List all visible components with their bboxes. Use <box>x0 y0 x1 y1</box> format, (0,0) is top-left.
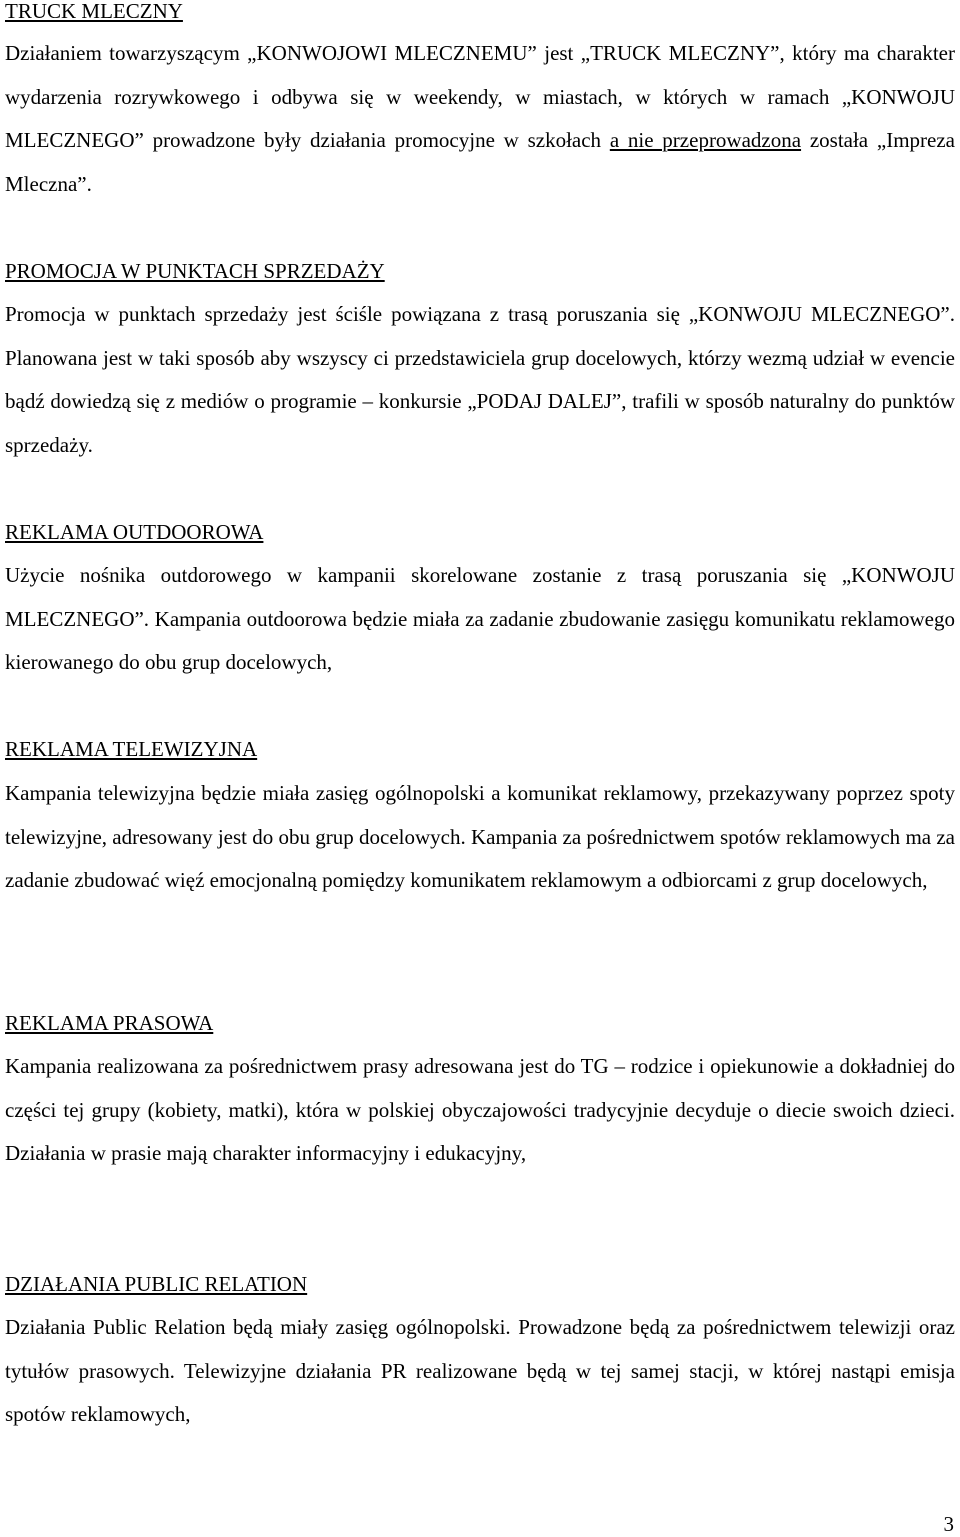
section-text-reklama-outdoorowa: Użycie nośnika outdorowego w kampanii skorelowane zostanie z trasą poruszania się „KONWOJU MLECZNEGO”. Kampania outdoorowa będzie miała za zadanie zbudowanie zasięgu komunikatu reklamowego kierowanego do obu grup docelowych, <box>5 563 955 674</box>
text-segment: Działaniem towarzyszącym „KONWOJOWI MLECZNEMU” jest „TRUCK MLECZNY”, który ma charakter wydarzenia rozrywkowego i odbywa się w weekendy, w miastach, w których w ramach „KONWOJU MLECZNEGO” prowadzone były działania promocyjne w szkołach <box>5 41 955 152</box>
section-heading-truck-mleczny: TRUCK MLECZNY <box>5 0 183 23</box>
section-text-public-relation: Działania Public Relation będą miały zasięg ogólnopolski. Prowadzone będą za pośrednictwem telewizji oraz tytułów prasowych. Telewizyjne działania PR realizowane będą w tej samej stacji, w której nastąpi emisja spotów reklamowych, <box>5 1315 955 1426</box>
section-heading-reklama-prasowa: REKLAMA PRASOWA <box>5 1011 214 1035</box>
section-text-reklama-telewizyjna: Kampania telewizyjna będzie miała zasięg ogólnopolski a komunikat reklamowy, przekazywany poprzez spoty telewizyjne, adresowany jest do obu grup docelowych. Kampania za pośrednictwem spotów reklamowych ma za zadanie zbudować więź emocjonalną pomiędzy komunikatem reklamowym a odbiorcami z grup docelowych, <box>5 781 955 892</box>
section-heading-promocja: PROMOCJA W PUNKTACH SPRZEDAŻY <box>5 259 385 283</box>
text-segment: została „Impreza Mleczna”. <box>5 128 955 196</box>
section-heading-reklama-telewizyjna: REKLAMA TELEWIZYJNA <box>5 737 258 761</box>
section-heading-reklama-outdoorowa: REKLAMA OUTDOOROWA <box>5 520 264 544</box>
underlined-text-segment: a nie przeprowadzona <box>609 128 802 152</box>
section-text-truck-mleczny <box>5 32 955 206</box>
section-text-reklama-prasowa: Kampania realizowana za pośrednictwem prasy adresowana jest do TG – rodzice i opiekunowie a dokładniej do części tej grupy (kobiety, matki), która w polskiej obyczajowości tradycyjnie decyduje o diecie swoich dzieci. Działania w prasie mają charakter informacyjny i edukacyjny, <box>5 1054 955 1165</box>
page-number: 3 <box>943 1512 954 1536</box>
section-text-promocja: Promocja w punktach sprzedaży jest ściśle powiązana z trasą poruszania się „KONWOJU MLECZNEGO”. Planowana jest w taki sposób aby wszyscy ci przedstawiciela grup docelowych, którzy wezmą udział w evencie bądź dowiedzą się z mediów o programie – konkursie „PODAJ DALEJ”, trafili w sposób naturalny do punktów sprzedaży. <box>5 302 955 457</box>
section-heading-public-relation: DZIAŁANIA PUBLIC RELATION <box>5 1272 308 1296</box>
